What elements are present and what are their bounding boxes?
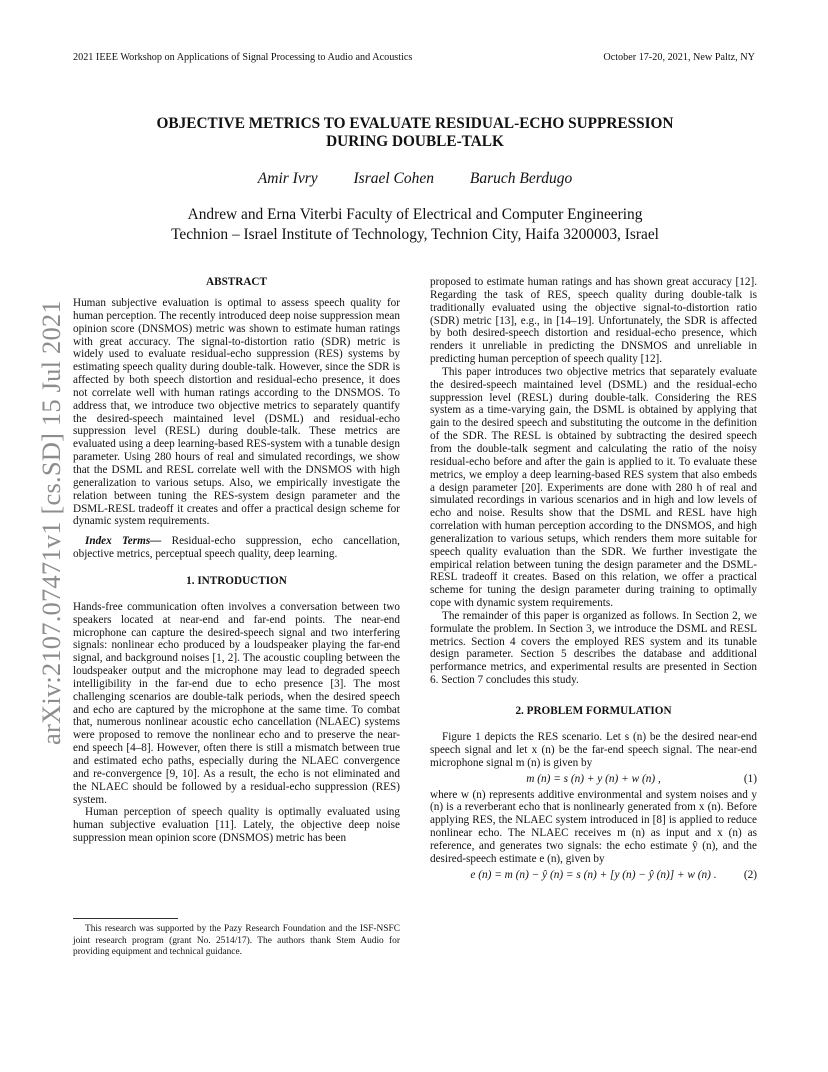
intro-paragraph-2: Human perception of speech quality is optimally evaluated using human subjective evaluation [11]. Lately, the objective deep noise suppression mean opinion score (DNSMOS) metric has been: [73, 806, 400, 845]
affiliation-line-1: Andrew and Erna Viterbi Faculty of Electrical and Computer Engineering: [187, 206, 643, 223]
index-terms-text: Residual-echo suppression, echo cancellation, objective metrics, perceptual speech quality, deep learning.: [73, 535, 400, 561]
problem-paragraph-1: Figure 1 depicts the RES scenario. Let s (n) be the desired near-end speech signal and let x (n) be the far-end speech signal. The near-end microphone signal m (n) is given by: [430, 731, 757, 769]
section-heading-problem-formulation: 2. PROBLEM FORMULATION: [515, 705, 672, 717]
author-list: [73, 169, 757, 189]
footnote-rule: [73, 918, 178, 919]
left-column: [73, 276, 400, 845]
intro-paragraph-1: Hands-free communication often involves a conversation between two speakers located at near-end and far-end points. The near-end microphone can capture the desired-speech signal and two interfering signals: nonlinear echo produced by a loudspeaker playing the far-end signal, and background noises [1, 2]. The acoustic coupling between the loudspeaker output and the microphone may lead to degraded speech intelligibility in the far-end due to echo presence [3]. The most challenging scenarios are double-talk periods, when the desired speech and echo are captured by the microphone at the same time. To combat that, numerous nonlinear acoustic echo cancellation (NLAEC) systems were proposed to remove the nonlinear echo and to preserve the near-end speech [4–8]. However, often there is still a mismatch between true and estimated echo paths, especially during the NLAEC convergence and re-convergence [9, 10]. As a result, the echo is not eliminated and the NLAEC should be followed by a residual-echo suppression (RES) system.: [73, 600, 400, 806]
right-paragraph-2: This paper introduces two objective metrics that separately evaluate the desired-speech maintained level (DSML) and the residual-echo suppression level (RESL) during double-talk. Considering the RES system as a time-varying gain, the DSML is obtained by applying that gain to the desired speech and substituting the outcome in the definition of the SDR. The RESL is obtained by subtracting the desired speech from the double-talk segment and calculating the ratio of the noisy residual-echo before and after the gain is applied to it. To evaluate these metrics, we employ a deep learning-based RES system that also embeds a design parameter [20]. Experiments are done with 280 h of real and simulated recordings in various scenarios and in high and low levels of echo and noise. Results show that the DSML and RESL have high correlation with human perception according to the DNSMOS, and high generalization to various setups, which renders them more suitable for speech quality evaluation than the SDR. We further investigate the empirical relation between tuning the design parameter and the DSML-RESL tradeoff it creates. Based on this relation, we offer a practical scheme for tuning the design parameter during training to optimally cope with dynamic system requirements.: [430, 365, 757, 610]
paper-title: [73, 115, 757, 151]
equation-2: [430, 866, 757, 885]
right-paragraph-3: The remainder of this paper is organized as follows. In Section 2, we formulate the problem. In Section 3, we introduce the DSML and RESL metrics. Section 4 covers the employed RES system and its tunable design parameter. Section 5 describes the database and additional performance metrics, and experimental results are presented in Section 6. Section 7 concludes this study.: [430, 609, 757, 687]
abstract-text: Human subjective evaluation is optimal to assess speech quality for human perception. The recently introduced deep noise suppression mean opinion score (DNSMOS) metric was shown to estimate human ratings with great accuracy. The signal-to-distortion ratio (SDR) metric is widely used to evaluate residual-echo suppression (RES) systems by estimating speech quality during double-talk. However, since the SDR is affected by both speech distortion and residual-echo presence, it does not correlate well with human ratings according to the DNSMOS. To address that, we introduce two objective metrics to separately quantify the desired-speech maintained level (DSML) and residual-echo suppression level (RESL) during double-talk. These metrics are evaluated using a deep learning-based RES-system with a tunable design parameter. Using 280 hours of real and simulated recordings, we show that the DSML and RESL correlate well with the DNSMOS with high generalization to various setups. Also, we empirically investigate the relation between tuning the RES-system design parameter and the DSML-RESL tradeoff it creates and offer a practical design scheme for dynamic system requirements.: [73, 297, 400, 528]
index-terms-label: Index Terms—: [85, 535, 162, 548]
author-name: Amir Ivry: [257, 170, 318, 187]
index-terms: [73, 535, 400, 561]
arxiv-side-stamp: arXiv:2107.07471v1 [cs.SD] 15 Jul 2021: [36, 300, 66, 745]
right-paragraph-1: proposed to estimate human ratings and has shown great accuracy [12]. Regarding the task of RES, speech quality during double-talk is traditionally evaluated using the objective signal-to-distortion ratio (SDR) metric [13], e.g., in [14–19]. Unfortunately, the SDR is affected by both desired-speech distortion and residual-echo presence, which renders it unreliable in predicting the DNSMOS and unreliable in predicting human perception of speech quality [12].: [430, 276, 757, 366]
title-line-2: DURING DOUBLE-TALK: [326, 133, 504, 150]
title-line-1: OBJECTIVE METRICS TO EVALUATE RESIDUAL-ECHO SUPPRESSION: [156, 115, 674, 132]
equation-1-number: (1): [743, 772, 757, 785]
affiliation: [73, 205, 757, 244]
section-heading-introduction: 1. INTRODUCTION: [186, 574, 287, 587]
footnote: [73, 924, 400, 959]
running-header-right: October 17-20, 2021, New Paltz, NY: [603, 52, 755, 63]
equation-1-body: m (n) = s (n) + y (n) + w (n) ,: [526, 772, 661, 785]
problem-paragraph-2: where w (n) represents additive environmental and system noises and y (n) is a reverberant echo that is nonlinearly generated from x (n). Before applying RES, the NLAEC system introduced in [8] is applied to reduce nonlinear echo. The NLAEC receives m (n) as input and x (n) as reference, and generates two signals: the echo estimate ŷ (n), and the desired-speech estimate e (n), given by: [430, 788, 757, 865]
footnote-text: This research was supported by the Pazy Research Foundation and the ISF-NSFC joint research program (grant No. 2514/17). The authors thank Stem Audio for providing equipment and technical guidance.: [73, 924, 400, 958]
equation-2-number: (2): [743, 868, 757, 881]
abstract-heading: ABSTRACT: [206, 276, 267, 288]
equation-2-body: e (n) = m (n) − ŷ (n) = s (n) + [y (n) − ŷ (n)] + w (n) .: [470, 868, 717, 881]
affiliation-line-2: Technion – Israel Institute of Technology, Technion City, Haifa 3200003, Israel: [171, 225, 659, 243]
author-name: Israel Cohen: [353, 170, 435, 187]
right-column: [430, 276, 757, 885]
author-name: Baruch Berdugo: [469, 170, 573, 187]
running-header-left: 2021 IEEE Workshop on Applications of Signal Processing to Audio and Acoustics: [73, 52, 413, 63]
equation-1: [430, 770, 757, 789]
